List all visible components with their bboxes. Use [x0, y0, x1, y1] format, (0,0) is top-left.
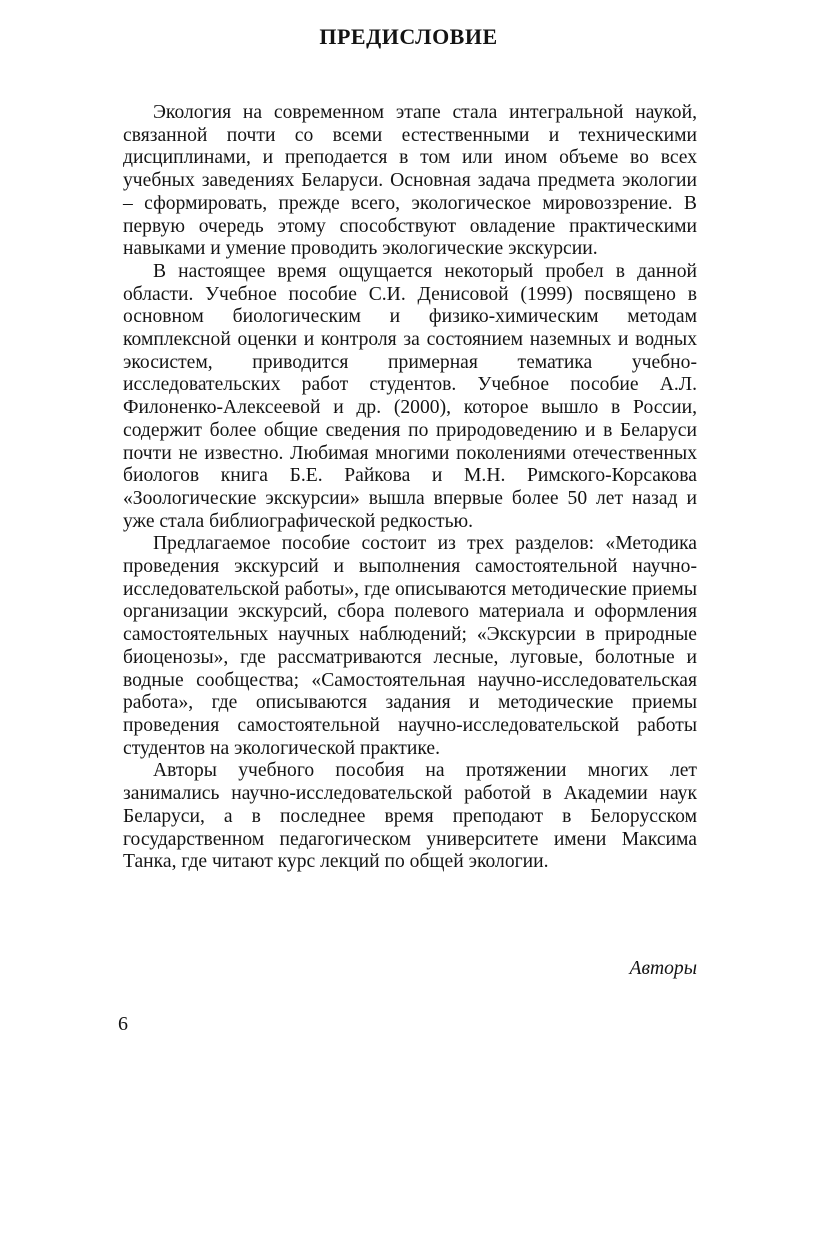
page-number: 6 — [118, 1013, 128, 1035]
authors-signature: Авторы — [629, 958, 697, 979]
page-title: ПРЕДИСЛОВИЕ — [319, 24, 498, 49]
preface-body — [123, 102, 697, 874]
paragraph-4: Авторы учебного пособия на протяжении многих лет занимались научно-исследовательской работой в Академии наук Беларуси, а в последнее время преподают в Белорусском государственном педагогическом университете имени Максима Танка, где читают курс лекций по общей экологии. — [123, 760, 697, 873]
paragraph-1: Экология на современном этапе стала интегральной наукой, связанной почти со всеми естественными и техническими дисциплинами, и преподается в том или ином объеме во всех учебных заведениях Беларуси. Основная задача предмета экологии – сформировать, прежде всего, экологическое мировоззрение. В первую очередь этому способствуют овладение практическими навыками и умение проводить экологические экскурсии. — [123, 102, 697, 260]
paragraph-2: В настоящее время ощущается некоторый пробел в данной области. Учебное пособие С.И. Денисовой (1999) посвящено в основном биологическим и физико-химическим методам комплексной оценки и контроля за состоянием наземных и водных экосистем, приводится примерная тематика учебно-исследовательских работ студентов. Учебное пособие А.Л. Филоненко-Алексеевой и др. (2000), которое вышло в России, содержит более общие сведения по природоведению и в Беларуси почти не известно. Любимая многими поколениями отечественных биологов книга Б.Е. Райкова и М.Н. Римского-Корсакова «Зоологические экскурсии» вышла впервые более 50 лет назад и уже стала библиографической редкостью. — [123, 260, 697, 532]
paragraph-3: Предлагаемое пособие состоит из трех разделов: «Методика проведения экскурсий и выполнения самостоятельной научно-исследовательской работы», где описываются методические приемы организации экскурсий, сбора полевого материала и оформления самостоятельных научных наблюдений; «Экскурсии в природные биоценозы», где рассматриваются лесные, луговые, болотные и водные сообщества; «Самостоятельная научно-исследовательская работа», где описываются задания и методические приемы проведения самостоятельной научно-исследовательской работы студентов на экологической практике. — [123, 533, 697, 759]
